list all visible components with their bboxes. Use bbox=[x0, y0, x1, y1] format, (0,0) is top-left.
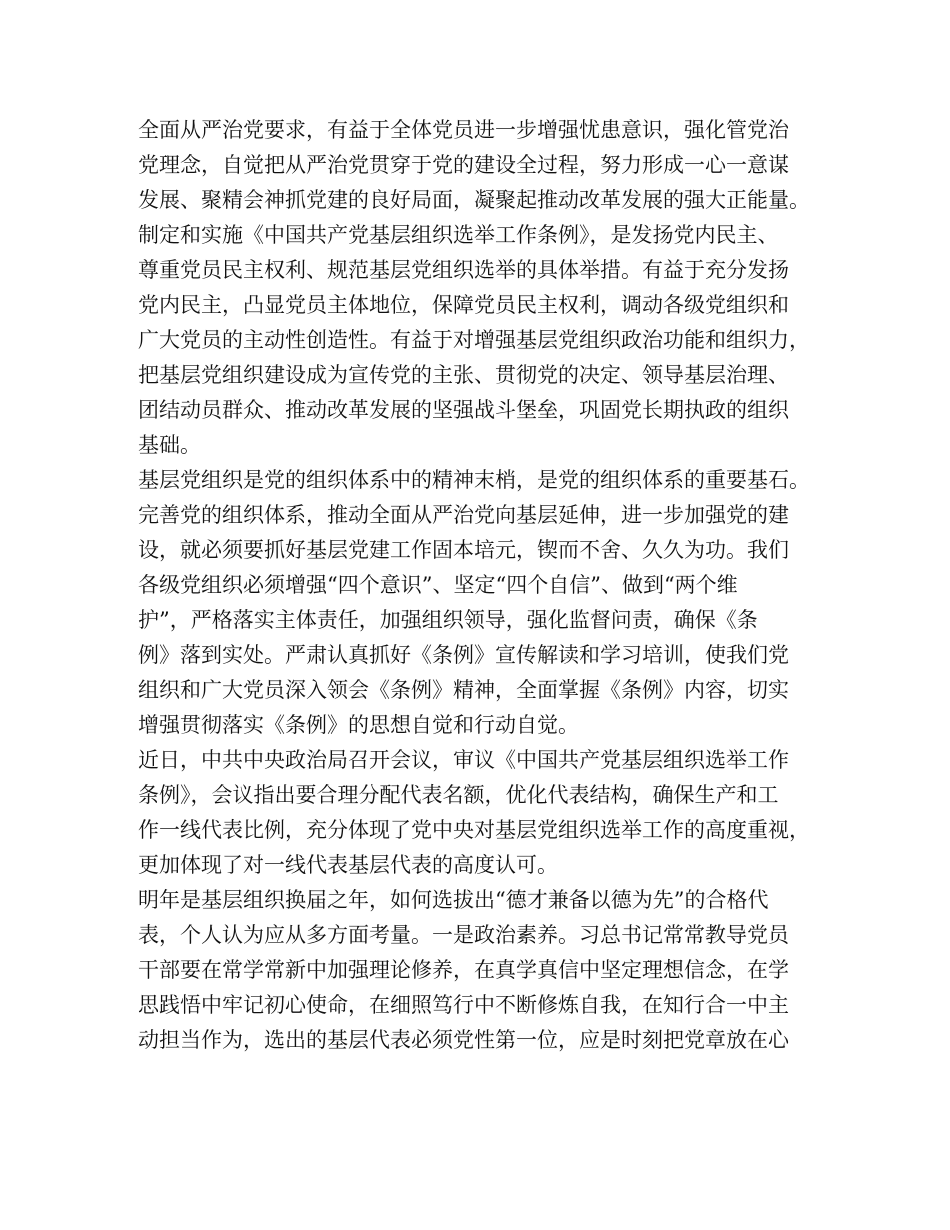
text-line: 基层党组织是党的组织体系中的精神末梢，是党的组织体系的重要基石。 bbox=[138, 468, 810, 492]
text-line: 完善党的组织体系，推动全面从严治党向基层延伸，进一步加强党的建 bbox=[138, 503, 789, 527]
text-line: 制定和实施《中国共产党基层组织选举工作条例》，是发扬党内民主、 bbox=[138, 223, 779, 247]
text-line: 明年是基层组织换届之年，如何选拔出“德才兼备以德为先”的合格代 bbox=[138, 888, 769, 912]
text-line: 全面从严治党要求，有益于全体党员进一步增强忧患意识，强化管党治 bbox=[138, 118, 789, 142]
text-line: 发展、聚精会神抓党建的良好局面，凝聚起推动改革发展的强大正能量。 bbox=[138, 188, 810, 212]
text-line: 组织和广大党员深入领会《条例》精神，全面掌握《条例》内容，切实 bbox=[138, 678, 789, 702]
text-line: 广大党员的主动性创造性。有益于对增强基层党组织政治功能和组织力， bbox=[138, 328, 810, 352]
text-line: 增强贯彻落实《条例》的思想自觉和行动自觉。 bbox=[138, 713, 579, 737]
text-line: 护”，严格落实主体责任，加强组织领导，强化监督问责，确保《条 bbox=[138, 608, 758, 632]
text-line: 作一线代表比例，充分体现了党中央对基层党组织选举工作的高度重视， bbox=[138, 818, 810, 842]
body-text bbox=[138, 113, 838, 1058]
text-line: 条例》，会议指出要合理分配代表名额，优化代表结构，确保生产和工 bbox=[138, 783, 779, 807]
text-line: 表，个人认为应从多方面考量。一是政治素养。习总书记常常教导党员 bbox=[138, 923, 789, 947]
text-line: 党理念，自觉把从严治党贯穿于党的建设全过程，努力形成一心一意谋 bbox=[138, 153, 789, 177]
text-line: 基础。 bbox=[138, 433, 201, 457]
text-line: 把基层党组织建设成为宣传党的主张、贯彻党的决定、领导基层治理、 bbox=[138, 363, 789, 387]
text-line: 尊重党员民主权利、规范基层党组织选举的具体举措。有益于充分发扬 bbox=[138, 258, 789, 282]
text-line: 团结动员群众、推动改革发展的坚强战斗堡垒，巩固党长期执政的组织 bbox=[138, 398, 789, 422]
text-line: 设，就必须要抓好基层党建工作固本培元，锲而不舍、久久为功。我们 bbox=[138, 538, 789, 562]
text-line: 思践悟中牢记初心使命，在细照笃行中不断修炼自我，在知行合一中主 bbox=[138, 993, 789, 1017]
text-line: 例》落到实处。严肃认真抓好《条例》宣传解读和学习培训，使我们党 bbox=[138, 643, 789, 667]
text-line: 近日，中共中央政治局召开会议，审议《中国共产党基层组织选举工作 bbox=[138, 748, 789, 772]
text-line: 更加体现了对一线代表基层代表的高度认可。 bbox=[138, 853, 558, 877]
text-line: 干部要在常学常新中加强理论修养，在真学真信中坚定理想信念，在学 bbox=[138, 958, 789, 982]
text-line: 各级党组织必须增强“四个意识”、坚定“四个自信”、做到“两个维 bbox=[138, 573, 738, 597]
text-line: 党内民主，凸显党员主体地位，保障党员民主权利，调动各级党组织和 bbox=[138, 293, 789, 317]
text-line: 动担当作为，选出的基层代表必须党性第一位，应是时刻把党章放在心 bbox=[138, 1028, 789, 1052]
